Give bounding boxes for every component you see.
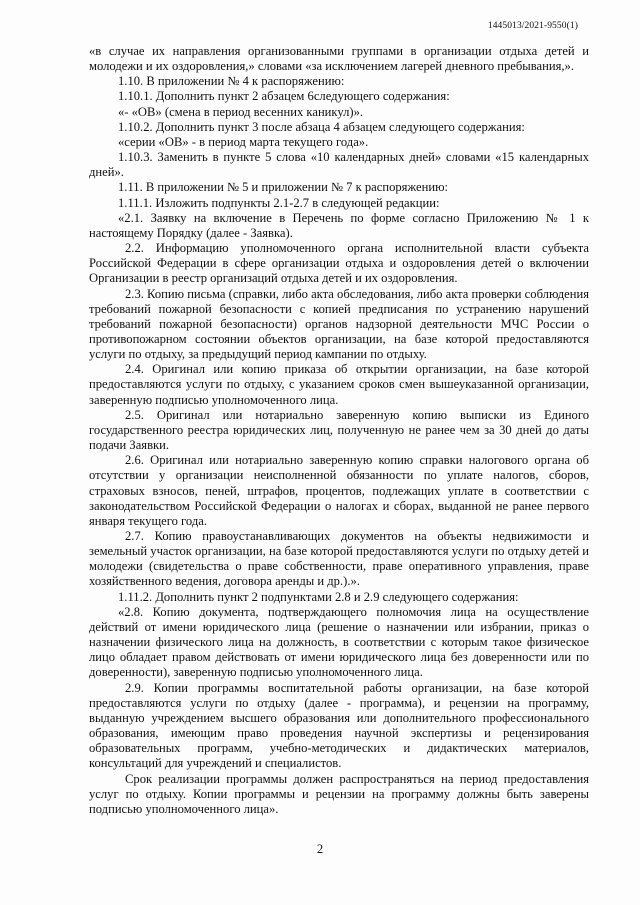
- paragraph: «2.1. Заявку на включение в Перечень по форме согласно Приложению № 1 к настоящему Порядку (далее - Заявка).: [89, 210, 589, 240]
- paragraph: 2.6. Оригинал или нотариально заверенную копию справки налогового органа об отсутствии у организации неисполненной обязанности по уплате налогов, сборов, страховых взносов, пеней, штрафов, процентов, подлежащих уплате в соответствии с законодательством Российской Федерации о налогах и сборах, выданной не ранее первого января текущего года.: [89, 453, 589, 528]
- paragraph: 2.2. Информацию уполномоченного органа исполнительной власти субъекта Российской Федерации в сфере организации отдыха и оздоровления детей о включении Организации в реестр организаций отдыха детей и их оздоровления.: [89, 241, 589, 286]
- paragraph: 1.11. В приложении № 5 и приложении № 7 к распоряжению:: [118, 180, 448, 195]
- paragraph: 2.9. Копии программы воспитательной работы организации, на базе которой предоставляются услуги по отдыху (далее - программа), и рецензии на программу, выданную учреждением высшего образования или дополнительного профессионального образования, имеющим право проведения научной экспертизы и рецензирования образовательных программ, учебно-методических и дидактических материалов, консультаций для учреждений и специалистов.: [89, 680, 589, 771]
- paragraph: 1.11.1. Изложить подпункты 2.1-2.7 в следующей редакции:: [118, 195, 440, 210]
- paragraph: «2.8. Копию документа, подтверждающего полномочия лица на осуществление действий от имени юридического лица (решение о назначении или избрании, приказ о назначении физического лица на должность, в соответствии с которым такое физическое лицо обладает правом действовать от имени юридического лица без доверенности или по доверенности), заверенную подписью уполномоченного лица.: [89, 604, 589, 680]
- paragraph: Срок реализации программы должен распространяться на период предоставления услуг по отдыху. Копии программы и рецензии на программу должны быть заверены подписью уполномоченного лица».: [89, 771, 589, 816]
- paragraph: «серии «ОВ» - в период марта текущего года».: [118, 134, 369, 149]
- paragraph: 1.10.2. Дополнить пункт 3 после абзаца 4 абзацем следующего содержания:: [118, 119, 525, 134]
- page-number: 2: [316, 842, 324, 856]
- paragraph: «- «ОВ» (смена в период весенних каникул)».: [118, 104, 364, 119]
- paragraph: 2.3. Копию письма (справки, либо акта обследования, либо акта проверки соблюдения требований пожарной безопасности с копией предписания по устранению нарушений требований пожарной безопасности) органов надзорной деятельности МЧС России о противопожарном состоянии объектов организации, на базе которой предоставляются услуги по отдыху, за предыдущий период кампании по отдыху.: [89, 286, 589, 362]
- paragraph: 1.10. В приложении № 4 к распоряжению:: [118, 74, 345, 89]
- paragraph: 2.4. Оригинал или копию приказа об открытии организации, на базе которой предоставляются услуги по отдыху, с указанием сроков смен вышеуказанной организации, заверенную подписью уполномоченного лица.: [89, 362, 589, 407]
- paragraph: «в случае их направления организованными группами в организации отдыха детей и молодежи и их оздоровления,» словами «за исключением лагерей дневного пребывания,».: [89, 44, 589, 74]
- paragraph: 1.11.2. Дополнить пункт 2 подпунктами 2.8 и 2.9 следующего содержания:: [118, 589, 519, 604]
- paragraph: 1.10.3. Заменить в пункте 5 слова «10 календарных дней» словами «15 календарных дней».: [89, 150, 589, 180]
- paragraph: 2.7. Копию правоустанавливающих документов на объекты недвижимости и земельный участок организации, на базе которой предоставляются услуги по отдыху детей и молодежи (свидетельства о праве собственности, праве оперативного управления, праве хозяйственного ведения, договора аренды и др.).».: [89, 529, 589, 589]
- document-number: 1445013/2021-9550(1): [487, 21, 578, 31]
- document-body: [89, 44, 589, 817]
- paragraph: 1.10.1. Дополнить пункт 2 абзацем 6следующего содержания:: [118, 89, 450, 104]
- paragraph: 2.5. Оригинал или нотариально заверенную копию выписки из Единого государственного реестра юридических лиц, полученную не ранее чем за 30 дней до даты подачи Заявки.: [89, 407, 589, 453]
